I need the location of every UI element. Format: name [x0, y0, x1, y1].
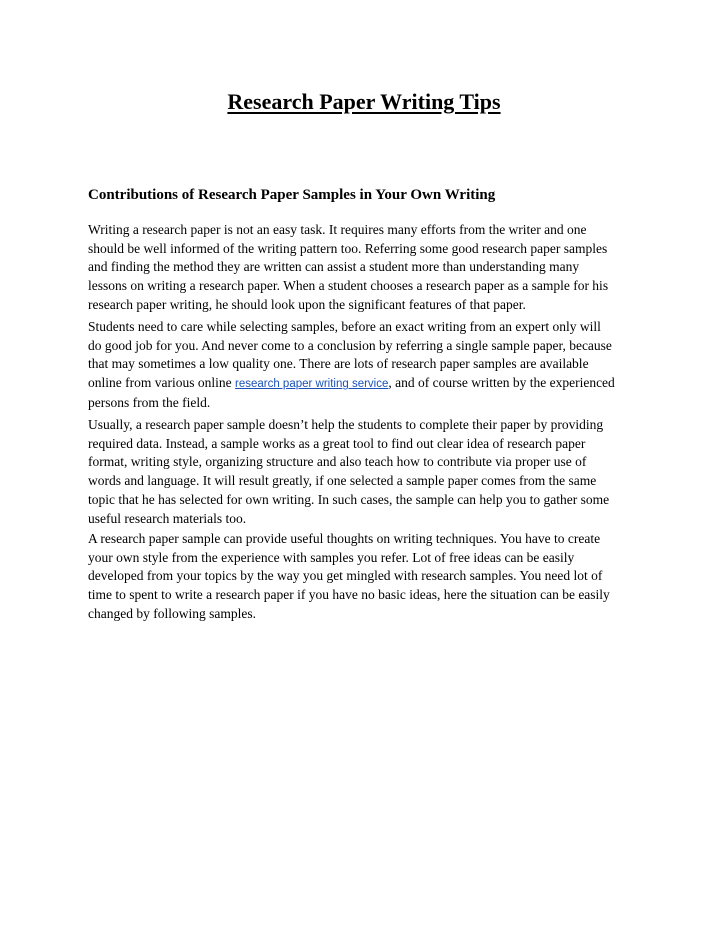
paragraph-line: lessons on writing a research paper. When a student chooses a research paper as a sample for his — [88, 278, 609, 294]
research-paper-writing-service-link[interactable]: research paper writing service — [234, 378, 389, 391]
link-suffix-text: , and of course written by the experienced — [388, 375, 615, 391]
paragraph-line: your own style from the experience with samples you refer. Lot of free ideas can be easily — [88, 549, 575, 565]
paragraph-line: Usually, a research paper sample doesn’t help the students to complete their paper by providing — [88, 417, 604, 432]
paragraph-line: words and language. It will result greatly, if one selected a sample paper comes from the same — [88, 473, 597, 489]
section-heading: Contributions of Research Paper Samples in Your Own Writing — [88, 187, 496, 203]
paragraph-line: should be well informed of the writing pattern too. Referring some good research paper samples — [88, 240, 608, 256]
paragraph-line: time to spent to write a research paper if you have no basic ideas, here the situation can be easily — [88, 587, 610, 603]
link-prefix-text: online from various online — [88, 375, 235, 391]
paragraph-line: and finding the method they are written can assist a student more than understanding many — [88, 259, 580, 275]
paragraph-line: required data. Instead, a sample works as a great tool to find out clear idea of research paper — [88, 435, 586, 451]
paragraph-line: persons from the field. — [88, 394, 211, 410]
paragraph-line: Writing a research paper is not an easy task. It requires many efforts from the writer and one — [88, 222, 587, 237]
document-title: Research Paper Writing Tips — [227, 89, 501, 114]
paragraph-line: developed from your topics by the way you get mingled with research samples. You need lot of — [88, 568, 603, 584]
paragraph-4 — [88, 530, 648, 624]
paragraph-line: that may sometimes a low quality one. There are lots of research paper samples are available — [88, 356, 589, 372]
paragraph-line-with-link — [88, 374, 648, 394]
paragraph-line: format, writing style, organizing structure and also teach how to contribute via proper use of — [88, 454, 587, 470]
paragraph-3 — [88, 416, 648, 528]
paragraph-line: topic that he has selected for own writing. In such cases, the sample can help you to gather some — [88, 491, 610, 507]
paragraph-2 — [88, 318, 648, 413]
paragraph-line: research paper writing, he should look upon the significant features of that paper. — [88, 296, 526, 312]
paragraph-1 — [88, 221, 648, 315]
paragraph-line: A research paper sample can provide useful thoughts on writing techniques. You have to create — [88, 531, 601, 546]
paragraph-line: Students need to care while selecting samples, before an exact writing from an expert only will — [88, 319, 601, 334]
paragraph-line: useful research materials too. — [88, 510, 247, 526]
paragraph-line: changed by following samples. — [88, 605, 256, 621]
paragraph-line: do good job for you. And never come to a conclusion by referring a single sample paper, because — [88, 337, 612, 353]
